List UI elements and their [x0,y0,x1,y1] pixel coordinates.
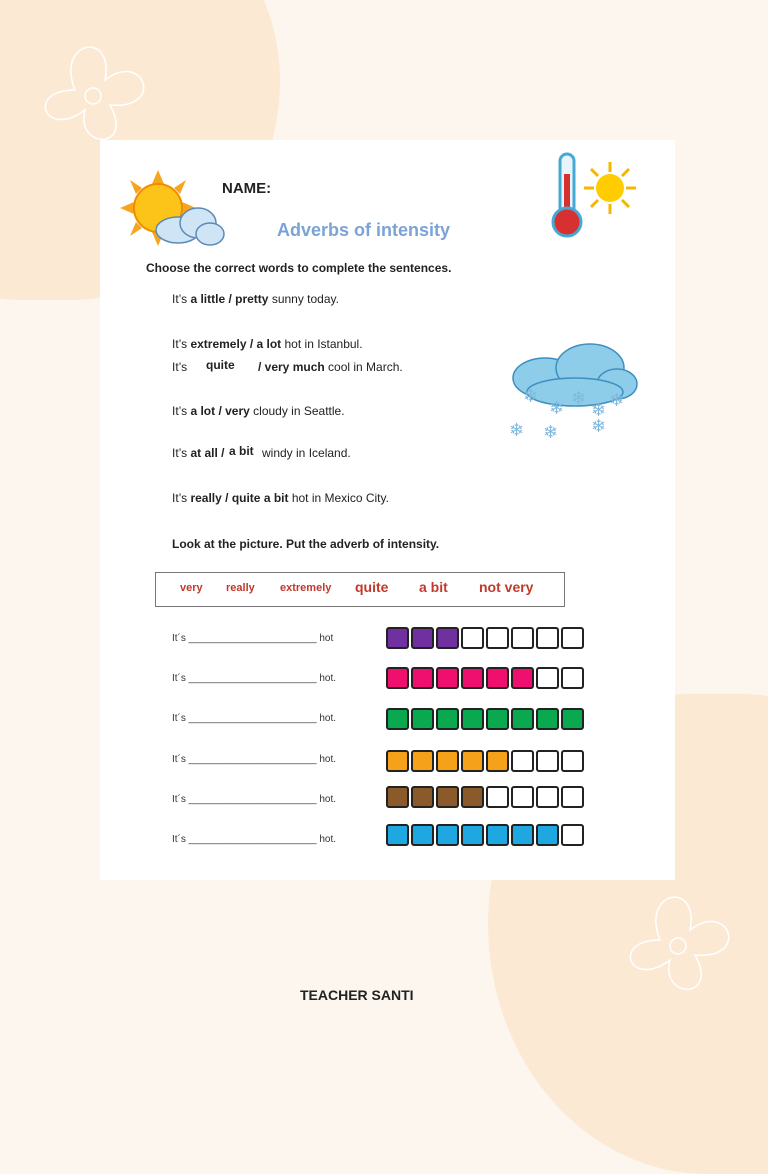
snow-cloud-icon [505,340,645,450]
sentence-5-rest: windy in Iceland. [262,446,351,460]
word-bank-item: not very [479,579,534,595]
bar-cell-filled [486,708,509,730]
sentence-6: It’s really / quite a bit hot in Mexico City. [172,491,389,505]
bar-cell-empty [561,824,584,846]
name-label: NAME: [222,180,272,197]
fill-line-6: It´s _______________________ hot. [172,834,337,845]
fill-line-3: It´s _______________________ hot. [172,713,337,724]
svg-text:❄: ❄ [609,390,625,411]
bar-cell-filled [386,627,409,649]
bar-cell-empty [561,627,584,649]
sentence-3-rest: / very much cool in March. [258,360,403,374]
sentence-5: It’s at all / [172,446,225,460]
bar-cell-filled [386,667,409,689]
flower-outline-icon [15,20,165,150]
instruction-look: Look at the picture. Put the adverb of intensity. [172,537,440,551]
svg-text:❄: ❄ [571,388,587,409]
sentence-3: It’s [172,360,188,374]
bar-cell-filled [386,750,409,772]
bar-cell-filled [411,786,434,808]
svg-text:❄: ❄ [591,400,607,421]
bar-cell-empty [561,667,584,689]
bar-cell-empty [536,786,559,808]
word-bank-item: very [180,582,203,594]
bar-cell-filled [436,750,459,772]
bar-cell-filled [411,824,434,846]
bar-cell-filled [511,667,534,689]
bar-cell-filled [461,708,484,730]
bar-cell-empty [461,627,484,649]
bar-cell-filled [511,824,534,846]
bar-cell-empty [511,627,534,649]
bar-cell-filled [536,708,559,730]
bar-cell-filled [386,708,409,730]
bar-cell-filled [486,750,509,772]
word-bank-item: extremely [280,582,332,594]
bar-cell-filled [386,824,409,846]
bar-cell-filled [486,667,509,689]
bar-cell-filled [386,786,409,808]
bar-cell-filled [511,708,534,730]
footer-author: TEACHER SANTI [300,987,414,1003]
bar-cell-filled [486,824,509,846]
bar-cell-empty [536,627,559,649]
bar-cell-filled [411,750,434,772]
svg-text:❄: ❄ [523,386,539,407]
word-bank-item: really [226,582,255,594]
bar-cell-filled [411,708,434,730]
bar-cell-empty [561,786,584,808]
bar-cell-empty [561,750,584,772]
bar-cell-empty [511,750,534,772]
bar-cell-empty [536,667,559,689]
bar-cell-filled [536,824,559,846]
handwritten-answer-3: quite [206,358,235,372]
bar-cell-filled [461,786,484,808]
fill-line-5: It´s _______________________ hot. [172,794,337,805]
sentence-1: It’s a little / pretty sunny today. [172,292,339,306]
worksheet-title: Adverbs of intensity [277,220,451,240]
bar-cell-filled [461,750,484,772]
flower-outline-icon [600,870,750,1000]
bar-cell-filled [436,824,459,846]
fill-line-1: It´s _______________________ hot [172,633,334,644]
handwritten-answer-5: a bit [229,444,254,458]
bar-cell-filled [461,667,484,689]
bar-cell-empty [536,750,559,772]
bar-cell-filled [461,824,484,846]
svg-text:❄: ❄ [509,420,525,441]
instruction-choose: Choose the correct words to complete the sentences. [146,261,452,275]
sentence-4: It’s a lot / very cloudy in Seattle. [172,404,345,418]
bar-cell-filled [436,667,459,689]
sun-icon [582,160,638,216]
intensity-bar [386,824,584,846]
intensity-bar [386,750,584,772]
word-bank-item: a bit [419,579,448,595]
bar-cell-filled [436,786,459,808]
word-bank [155,572,565,607]
bar-cell-filled [436,708,459,730]
bar-cell-empty [486,786,509,808]
svg-text:❄: ❄ [549,398,565,419]
bar-cell-filled [411,627,434,649]
sentence-2: It’s extremely / a lot hot in Istanbul. [172,337,363,351]
bar-cell-empty [511,786,534,808]
thermometer-icon [535,150,585,242]
word-bank-item: quite [355,579,389,595]
fill-line-4: It´s _______________________ hot. [172,754,337,765]
intensity-bar [386,786,584,808]
bar-cell-filled [411,667,434,689]
bar-cell-empty [486,627,509,649]
svg-text:❄: ❄ [543,422,559,443]
intensity-bar [386,627,584,649]
svg-text:❄: ❄ [591,416,607,437]
intensity-bar [386,667,584,689]
bar-cell-filled [436,627,459,649]
bar-cell-filled [561,708,584,730]
sun-behind-cloud-icon [118,168,228,250]
fill-line-2: It´s _______________________ hot. [172,673,337,684]
intensity-bar [386,708,584,730]
